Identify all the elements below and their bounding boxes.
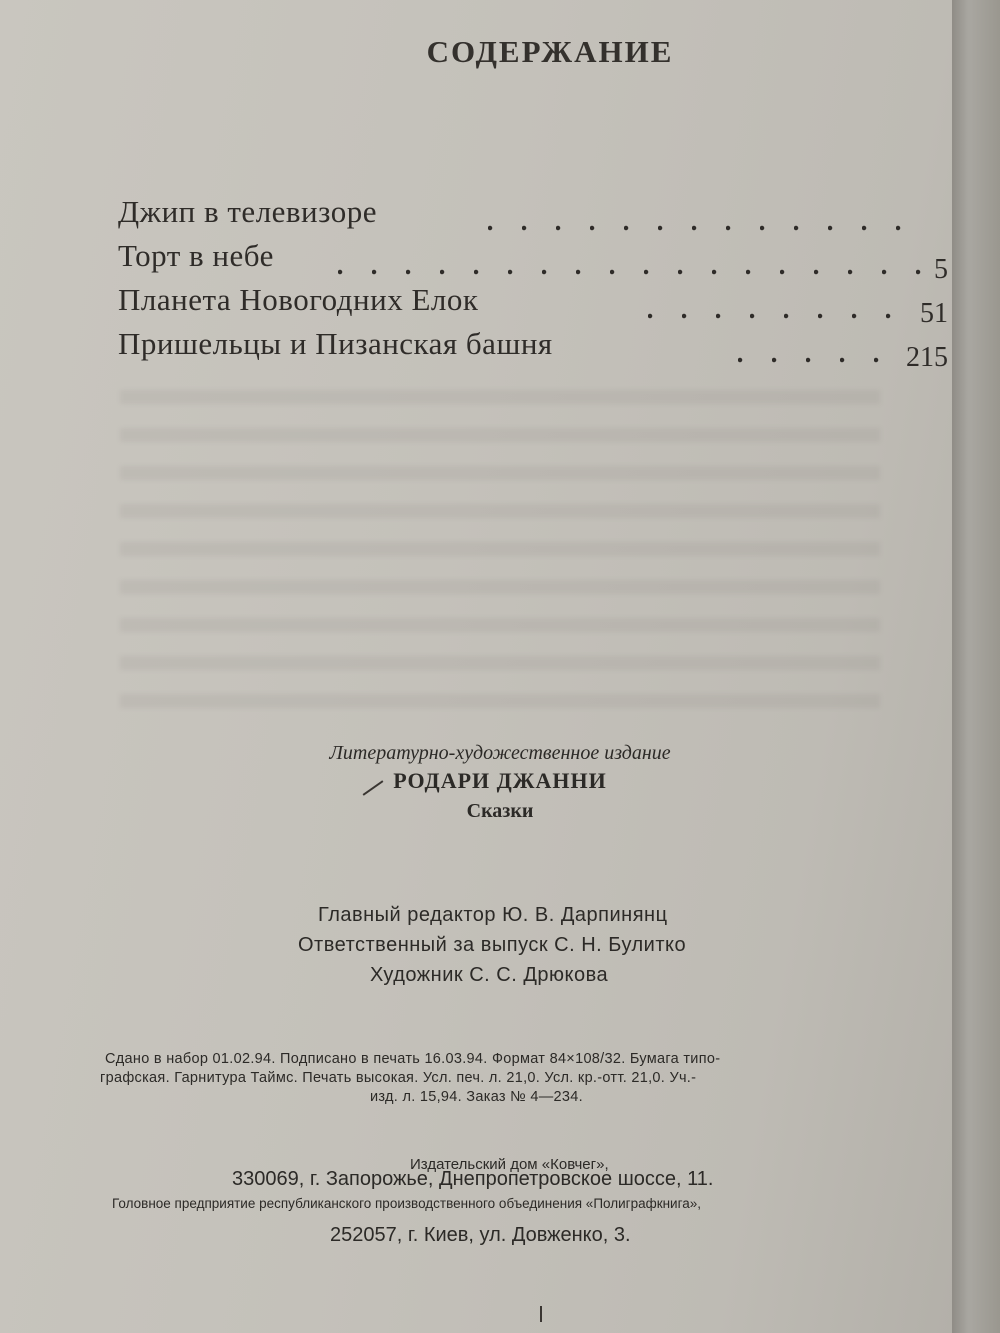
contents-entry	[118, 278, 948, 329]
contents-list	[118, 190, 948, 373]
responsible-editor: Ответственный за выпуск С. Н. Булитко	[298, 934, 687, 956]
entry-title: Джип в телевизоре	[118, 194, 377, 229]
author-name: РОДАРИ ДЖАННИ	[393, 768, 607, 793]
publisher-name: Издательский дом «Ковчег»,	[410, 1156, 609, 1173]
contents-entry	[118, 190, 948, 234]
pen-mark	[540, 1306, 542, 1322]
printing-line: изд. л. 15,94. Заказ № 4—234.	[370, 1089, 583, 1105]
printing-line: Сдано в набор 01.02.94. Подписано в печать 16.03.94. Формат 84×108/32. Бумага типо-	[105, 1051, 721, 1067]
entry-title: Планета Новогодних Елок	[118, 282, 479, 317]
leader-dots	[338, 248, 928, 278]
entry-title: Пришельцы и Пизанская башня	[118, 326, 553, 361]
leader-dots	[488, 204, 928, 234]
bleed-through-text	[120, 390, 880, 730]
printer-address: 252057, г. Киев, ул. Довженко, 3.	[330, 1224, 631, 1246]
illustrator: Художник С. С. Дрюкова	[370, 964, 609, 986]
contents-entry	[118, 322, 948, 373]
edition-type: Литературно-художественное издание	[329, 742, 671, 764]
leader-dots	[648, 292, 898, 322]
leader-dots	[738, 336, 888, 366]
printing-line: графская. Гарнитура Таймс. Печать высокая. Усл. печ. л. 21,0. Усл. кр.-отт. 21,0. Уч.-	[100, 1070, 697, 1086]
entry-title: Торт в небе	[118, 238, 274, 273]
entry-page: 215	[906, 342, 948, 373]
chief-editor: Главный редактор Ю. В. Дарпинянц	[318, 904, 668, 926]
page-stack-edge	[952, 0, 1000, 1333]
book-title: Сказки	[466, 800, 534, 822]
printing-details	[100, 1050, 920, 1107]
publisher-address: 330069, г. Запорожье, Днепропетровское шоссе, 11.	[232, 1168, 714, 1190]
entry-page: 5	[934, 254, 948, 285]
contents-entry	[118, 234, 948, 285]
contents-heading: СОДЕРЖАНИЕ	[426, 34, 674, 69]
printer-name: Головное предприятие республиканского производственного объединения «Полиграфкнига»,	[112, 1196, 701, 1211]
entry-page: 51	[920, 298, 948, 329]
